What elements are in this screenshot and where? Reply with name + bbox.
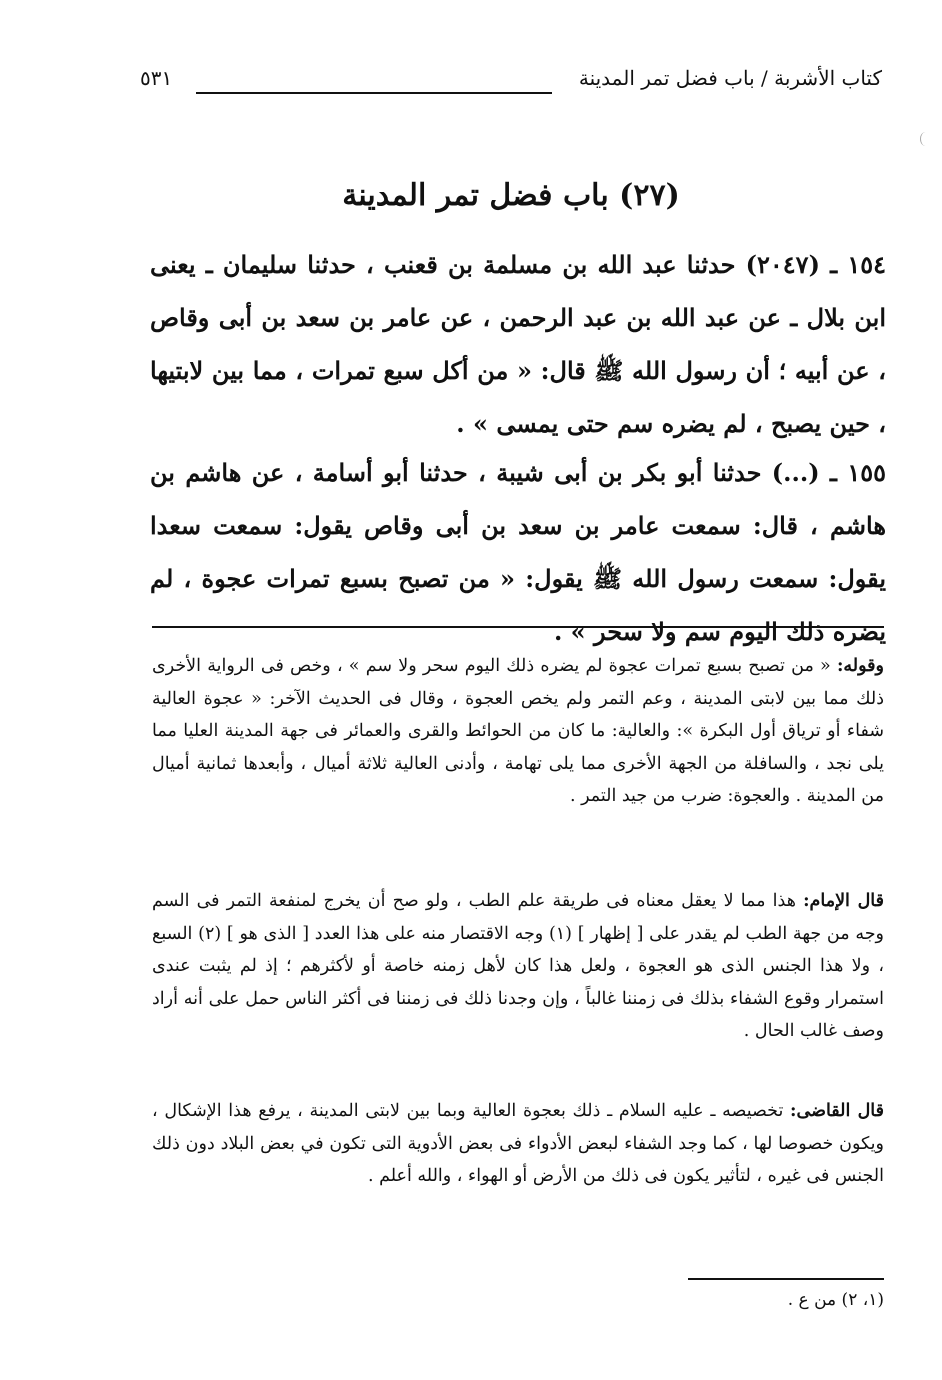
commentary-text: هذا مما لا يعقل معناه فى طريقة علم الطب ، ولو صح أن يخرج لمنفعة التمر فى السم وجه من جهة الطب لم يقدر على [ إظهار ] (١) وجه الاقتصار منه على هذا العدد [ الذى هو ] (٢) السبع ، ولا هذا الجنس الذى هو العجوة ، ولعل هذا كان لأهل زمنه خاصة أو لأكثرهم ؛ إذ لم يثبت عندى استمرار وقوع الشفاء بذلك فى زمننا غالباً ، وإن وجدنا ذلك فى زمننا فى أكثر الناس حمل على أنه أراد وصف غالب الحال .	[152, 891, 884, 1041]
commentary-separator	[152, 626, 884, 628]
page-number: ٥٣١	[140, 66, 173, 90]
footnote: (١، ٢) من ع .	[787, 1290, 884, 1310]
commentary-lead: قال القاضى:	[790, 1101, 884, 1121]
header-rule	[196, 92, 552, 94]
margin-mark	[920, 132, 931, 146]
hadith-155: ١٥٥ ـ (...) حدثنا أبو بكر بن أبى شيبة ، حدثنا أبو أسامة ، عن هاشم بن هاشم ، قال: سمعت عامر بن سعد بن أبى وقاص يقول: سمعت سعدا يقول: سمعت رسول الله ﷺ يقول: « من تصبح بسبع تمرات عجوة ، لم يضره ذلك اليوم سم ولا سحر » .	[150, 458, 886, 646]
hadith-154: ١٥٤ ـ (٢٠٤٧) حدثنا عبد الله بن مسلمة بن قعنب ، حدثنا سليمان ـ يعنى ابن بلال ـ عن عبد الله بن عبد الرحمن ، عن عامر بن سعد بن أبى وقاص ، عن أبيه ؛ أن رسول الله ﷺ قال: « من أكل سبع تمرات ، مما بين لابتيها ، حين يصبح ، لم يضره سم حتى يمسى » .	[150, 250, 886, 438]
commentary-text: تخصيصه ـ عليه السلام ـ ذلك بعجوة العالية وبما بين لابتى المدينة ، يرفع هذا الإشكال ، ويكون خصوصا لها ، كما وجد الشفاء لبعض الأدواء فى بعض الأدوية التى تكون في بعض البلاد دون ذلك الجنس فى غيره ، لتأثير يكون فى ذلك من الأرض أو الهواء ، والله أعلم .	[152, 1101, 884, 1186]
commentary-text: « من تصبح بسبع تمرات عجوة لم يضره ذلك اليوم سحر ولا سم » ، وخص فى الرواية الأخرى ذلك مما بين لابتى المدينة ، وعم التمر ولم يخص العجوة ، وقال فى الحديث الآخر: « عجوة العالية شفاء أو ترياق أول البكرة »: والعالية: ما كان من الحوائط والقرى والعمائر فى جهة المدينة العليا مما يلى نجد ، والسافلة من الجهة الأخرى مما يلى تهامة ، وأدنى العالية ثلاثة أميال ، وأبعدها ثمانية أميال من المدينة . والعجوة: ضرب من جيد التمر .	[152, 656, 884, 806]
running-title: كتاب الأشربة / باب فضل تمر المدينة	[578, 66, 882, 90]
commentary-paragraph	[152, 885, 884, 1048]
chapter-title: (٢٧) باب فضل تمر المدينة	[342, 178, 680, 213]
commentary-paragraph	[152, 1095, 884, 1193]
running-header	[140, 66, 882, 106]
commentary-lead: وقوله:	[836, 656, 884, 676]
footnote-rule	[688, 1278, 884, 1280]
commentary-lead: قال الإمام:	[803, 891, 884, 911]
commentary-paragraph	[152, 650, 884, 813]
